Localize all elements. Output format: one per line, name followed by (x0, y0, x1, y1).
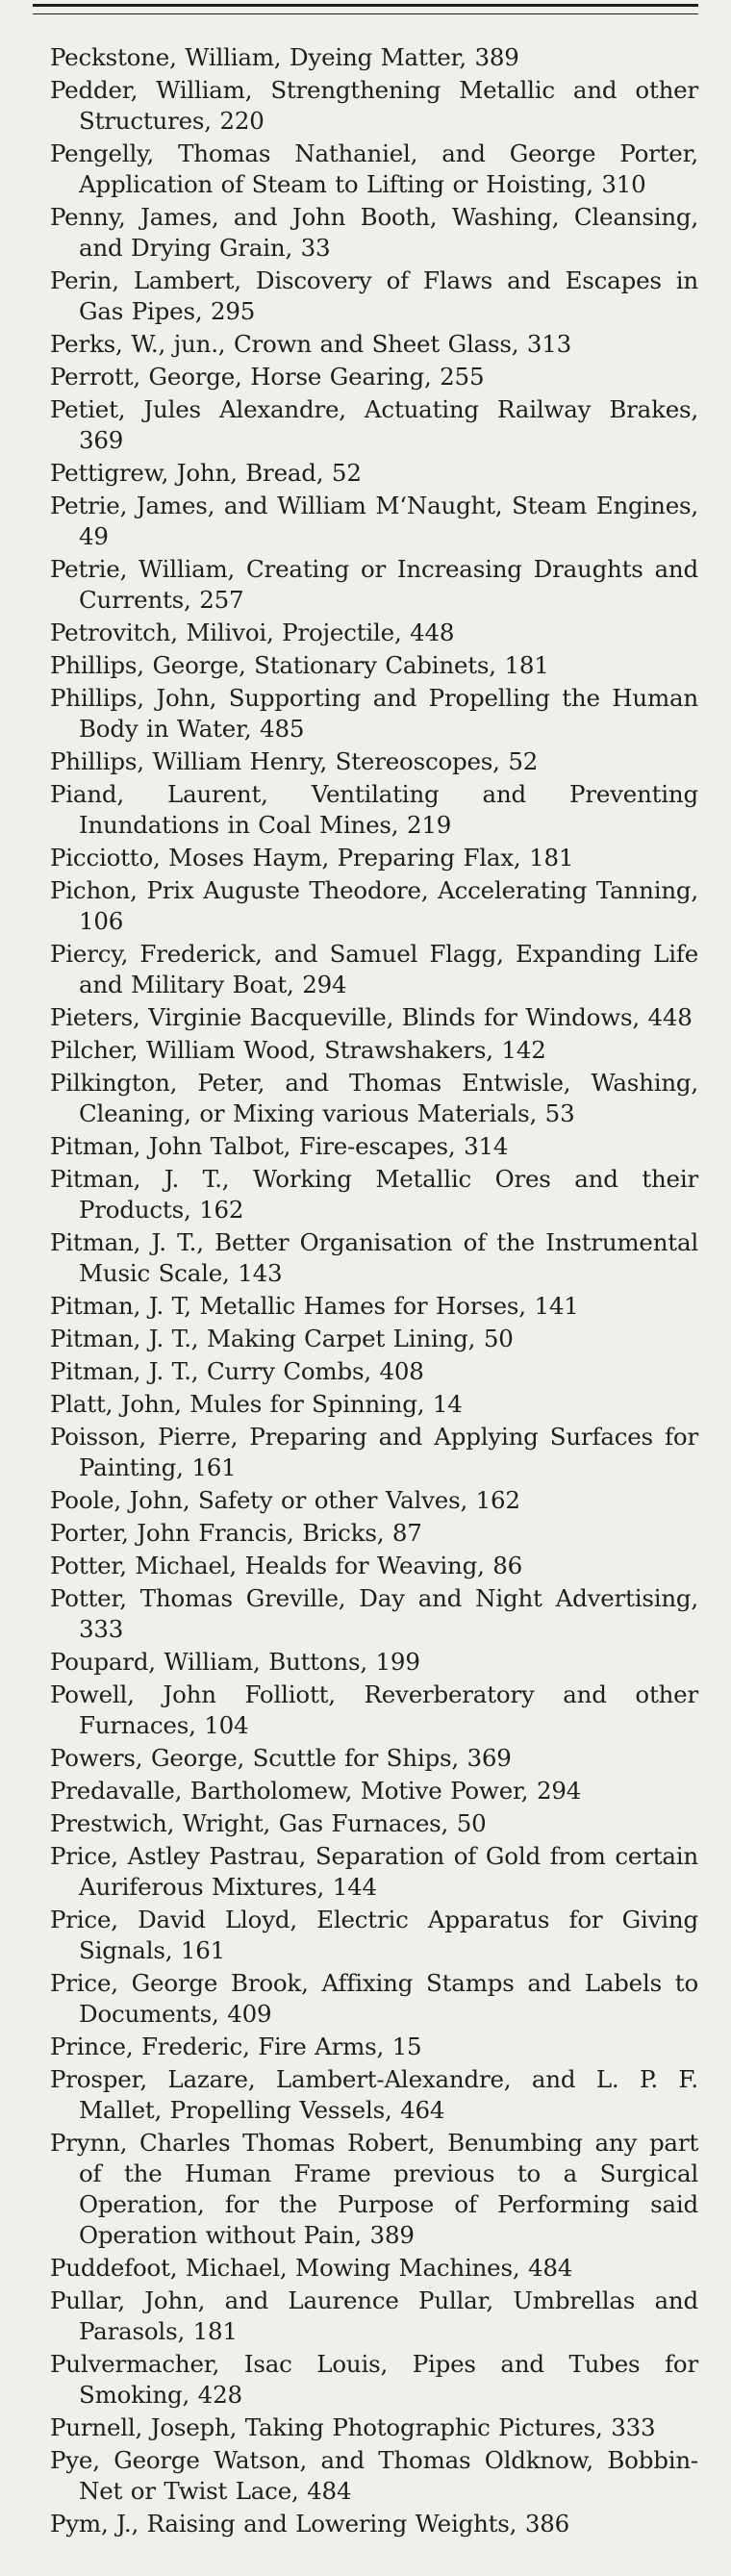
index-entry: Prynn, Charles Thomas Robert, Benumbing any part of the Human Frame previous to a Surgical Operation, for the Purpose of Performing said Operation without Pain, 389 (50, 2129, 698, 2249)
index-entry: Piand, Laurent, Ventilating and Preventing Inundations in Coal Mines, 219 (50, 780, 698, 839)
index-entry: Pengelly, Thomas Nathaniel, and George Porter, Application of Steam to Lifting or Hoisting, 310 (50, 139, 698, 198)
index-entry: Pitman, J. T., Working Metallic Ores and their Products, 162 (50, 1165, 698, 1224)
index-entry: Price, David Lloyd, Electric Apparatus for Giving Signals, 161 (50, 1906, 698, 1964)
index-entry: Pilkington, Peter, and Thomas Entwisle, Washing, Cleaning, or Mixing various Materials, 53 (50, 1069, 698, 1127)
patent-index-list (50, 42, 698, 2539)
index-entry: Purnell, Joseph, Taking Photographic Pictures, 333 (50, 2413, 656, 2441)
index-entry: Prestwich, Wright, Gas Furnaces, 50 (50, 1809, 487, 1837)
index-entry: Pitman, J. T, Metallic Hames for Horses, 141 (50, 1292, 579, 1320)
index-entry: Prosper, Lazare, Lambert-Alexandre, and L. P. F. Mallet, Propelling Vessels, 464 (50, 2065, 698, 2124)
index-entry: Predavalle, Bartholomew, Motive Power, 294 (50, 1777, 582, 1805)
index-entry: Poisson, Pierre, Preparing and Applying Surfaces for Painting, 161 (50, 1423, 698, 1481)
index-entry: Phillips, John, Supporting and Propelling the Human Body in Water, 485 (50, 684, 698, 743)
index-entry: Pitman, J. T., Making Carpet Lining, 50 (50, 1325, 514, 1352)
index-entry: Pitman, J. T., Curry Combs, 408 (50, 1357, 424, 1385)
index-entry: Penny, James, and John Booth, Washing, Cleansing, and Drying Grain, 33 (50, 203, 698, 262)
index-entry: Phillips, William Henry, Stereoscopes, 52 (50, 747, 539, 775)
index-entry: Petrovitch, Milivoi, Projectile, 448 (50, 619, 455, 646)
index-entry: Pulvermacher, Isac Louis, Pipes and Tubes for Smoking, 428 (50, 2350, 698, 2409)
index-entry: Pedder, William, Strengthening Metallic and other Structures, 220 (50, 76, 698, 135)
index-entry: Platt, John, Mules for Spinning, 14 (50, 1390, 463, 1418)
index-entry: Phillips, George, Stationary Cabinets, 181 (50, 651, 549, 679)
index-entry: Powell, John Folliott, Reverberatory and other Furnaces, 104 (50, 1680, 698, 1739)
index-entry: Price, George Brook, Affixing Stamps and Labels to Documents, 409 (50, 1969, 698, 2028)
index-entry: Pettigrew, John, Bread, 52 (50, 459, 362, 487)
index-entry: Pym, J., Raising and Lowering Weights, 386 (50, 2510, 570, 2538)
index-entry: Perks, W., jun., Crown and Sheet Glass, 313 (50, 330, 572, 358)
index-entry: Petiet, Jules Alexandre, Actuating Railway Brakes, 369 (50, 395, 698, 454)
index-entry: Pilcher, William Wood, Strawshakers, 142 (50, 1036, 546, 1064)
index-entry: Poupard, William, Buttons, 199 (50, 1648, 420, 1676)
index-entry: Petrie, William, Creating or Increasing Draughts and Currents, 257 (50, 555, 698, 614)
index-entry: Price, Astley Pastrau, Separation of Gold from certain Auriferous Mixtures, 144 (50, 1842, 698, 1901)
index-entry: Pye, George Watson, and Thomas Oldknow, Bobbin-Net or Twist Lace, 484 (50, 2446, 698, 2505)
index-entry: Pitman, John Talbot, Fire-escapes, 314 (50, 1132, 509, 1160)
index-entry: Potter, Michael, Healds for Weaving, 86 (50, 1552, 523, 1579)
index-entry: Potter, Thomas Greville, Day and Night Advertising, 333 (50, 1584, 698, 1643)
index-entry: Pitman, J. T., Better Organisation of the Instrumental Music Scale, 143 (50, 1228, 698, 1287)
index-entry: Porter, John Francis, Bricks, 87 (50, 1519, 422, 1547)
index-entry: Peckstone, William, Dyeing Matter, 389 (50, 43, 519, 71)
index-entry: Perin, Lambert, Discovery of Flaws and Escapes in Gas Pipes, 295 (50, 266, 698, 325)
index-entry: Puddefoot, Michael, Mowing Machines, 484 (50, 2254, 573, 2282)
index-entry: Pieters, Virginie Bacqueville, Blinds for Windows, 448 (50, 1003, 693, 1031)
index-entry: Perrott, George, Horse Gearing, 255 (50, 363, 485, 391)
index-entry: Piercy, Frederick, and Samuel Flagg, Expanding Life and Military Boat, 294 (50, 940, 698, 998)
index-entry: Prince, Frederic, Fire Arms, 15 (50, 2033, 422, 2060)
index-entry: Petrie, James, and William M‘Naught, Steam Engines, 49 (50, 492, 698, 550)
index-entry: Pullar, John, and Laurence Pullar, Umbrellas and Parasols, 181 (50, 2286, 698, 2345)
index-entry: Picciotto, Moses Haym, Preparing Flax, 181 (50, 844, 574, 871)
index-entry: Powers, George, Scuttle for Ships, 369 (50, 1744, 512, 1772)
index-entry: Pichon, Prix Auguste Theodore, Accelerating Tanning, 106 (50, 876, 698, 935)
index-entry: Poole, John, Safety or other Valves, 162 (50, 1486, 520, 1514)
top-rule (33, 4, 698, 14)
